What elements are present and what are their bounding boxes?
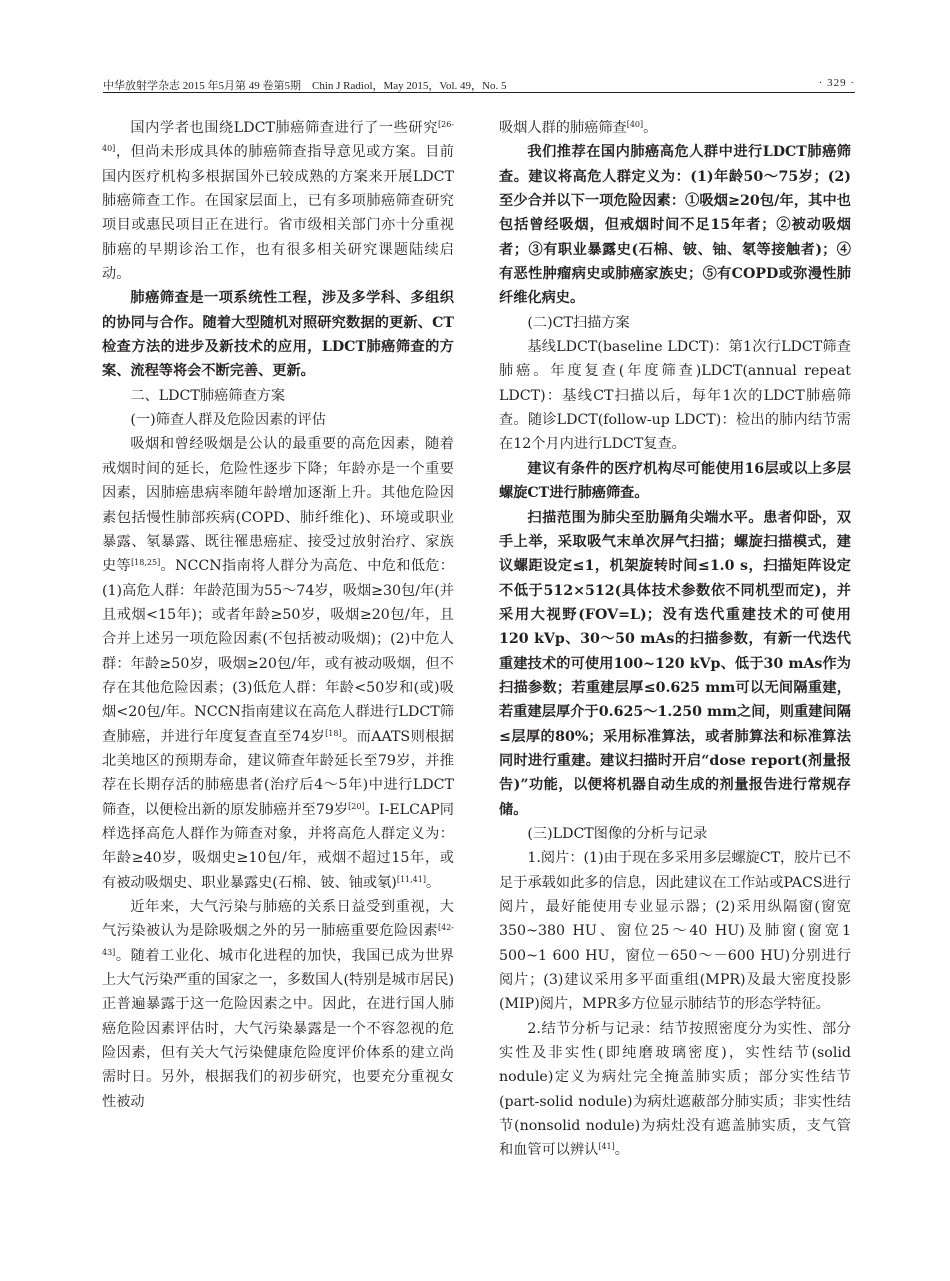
paragraph-reading: 1.阅片：(1)由于现在多采用多层螺旋CT，胶片已不足于承载如此多的信息，因此建议在工作站或PACS进行阅片，最好能使用专业显示器；(2)采用纵隔窗(窗宽350~380 HU、窗位25～40 HU)及肺窗(窗宽1 500~1 600 HU，窗位－650～－600 HU)分别进行阅片；(3)建议采用多平面重组(MPR)及最大密度投影(MIP)阅片，MPR多方位显示肺结节的形态学特征。 xyxy=(499,850,851,1013)
paragraph-risk-factors: 吸烟和曾经吸烟是公认的最重要的高危因素，随着戒烟时间的延长，危险性逐步下降；年龄亦是一个重要因素，因肺癌患病率随年龄增加逐渐上升。其他危险因素包括慢性肺部疾病(COPD、肺纤维化)、环境或职业暴露、氡暴露、既往罹患癌症、接受过放射治疗、家族史等[18,25]。NCCN指南将人群分为高危、中危和低危：(1)高危人群：年龄范围为55～74岁，吸烟≥30包/年(并且戒烟<15年)；或者年龄≥50岁，吸烟≥20包/年，且合并上述另一项危险因素(不包括被动吸烟)；(2)中危人群：年龄≥50岁，吸烟≥20包/年，或有被动吸烟，但不存在其他危险因素；(3)低危人群：年龄<50岁和(或)吸烟<20包/年。NCCN指南建议在高危人群进行LDCT筛查肺癌，并进行年度复查直至74岁[18]。而AATS则根据北美地区的预期寿命，建议筛查年龄延长至79岁，并推荐在长期存活的肺癌患者(治疗后4～5年)中进行LDCT筛查，以便检出新的原发肺癌并至79岁[20]。I-ELCAP同样选择高危人群作为筛查对象，并将高危人群定义为：年龄≥40岁，吸烟史≥10包/年，戒烟不超过15年，或有被动吸烟史、职业暴露史(石棉、铍、铀或氡)[11,41]。 xyxy=(102,436,454,891)
page-number: · 329 · xyxy=(818,77,855,89)
citation: [18,25] xyxy=(131,558,161,568)
paragraph-continuation: 吸烟人群的肺癌筛查[40]。 xyxy=(499,120,658,136)
paragraph-nodule-analysis: 2.结节分析与记录：结节按照密度分为实性、部分实性及非实性(即纯磨玻璃密度)，实性结节(solid nodule)定义为病灶完全掩盖肺实质；部分实性结节(part-solid nodule)为病灶遮蔽部分肺实质；非实性结节(nonsolid nodule)为病灶没有遮盖肺实质，支气管和血管可以辨认[41]。 xyxy=(499,1020,851,1159)
right-column xyxy=(499,116,851,1163)
citation: [41] xyxy=(598,1142,615,1152)
paragraph-ct-equipment: 建议有条件的医疗机构尽可能使用16层或以上多层螺旋CT进行肺癌筛查。 xyxy=(499,460,851,502)
subsection-heading-1: (一)筛查人群及危险因素的评估 xyxy=(130,412,326,429)
citation: [20] xyxy=(348,801,365,811)
citation: [18] xyxy=(325,728,342,738)
journal-citation: 中华放射学杂志 2015 年5月第 49 卷第5期 Chin J Radiol，May 2015，Vol. 49，No. 5 xyxy=(103,80,507,92)
paragraph-ldct-definitions: 基线LDCT(baseline LDCT)：第1次行LDCT筛查肺癌。年度复查(年度筛查)LDCT(annual repeat LDCT)：基线CT扫描以后，每年1次的LDCT肺癌筛查。随诊LDCT(follow-up LDCT)：检出的肺内结节需在12个月内进行LDCT复查。 xyxy=(499,339,851,453)
paragraph-domestic-research: 国内学者也围绕LDCT肺癌筛查进行了一些研究[26-40]，但尚未形成具体的肺癌筛查指导意见或方案。目前国内医疗机构多根据国外已较成熟的方案来开展LDCT肺癌筛查工作。在国家层面上，已有多项肺癌筛查研究项目或惠民项目正在进行。省市级相关部门亦十分重视肺癌的早期诊治工作，也有很多相关研究课题陆续启动。 xyxy=(102,120,454,283)
paragraph-air-pollution: 近年来，大气污染与肺癌的关系日益受到重视，大气污染被认为是除吸烟之外的另一肺癌重要危险因素[42-43]。随着工业化、城市化进程的加快，我国已成为世界上大气污染严重的国家之一，多数国人(特别是城市居民)正普遍暴露于这一危险因素之中。因此，在进行国人肺癌危险因素评估时，大气污染暴露是一个不容忽视的危险因素，但有关大气污染健康危险度评价体系的建立尚需时日。另外，根据我们的初步研究，也要充分重视女性被动 xyxy=(102,899,454,1110)
header-rule xyxy=(103,92,855,93)
citation: [40] xyxy=(626,120,644,129)
subsection-heading-2: (二)CT扫描方案 xyxy=(527,314,630,331)
running-header xyxy=(103,77,855,93)
paragraph-recommendation: 我们推荐在国内肺癌高危人群中进行LDCT肺癌筛查。建议将高危人群定义为：(1)年龄50～75岁；(2)至少合并以下一项危险因素：①吸烟≥20包/年，其中也包括曾经吸烟，但戒烟时间不足15年者；②被动吸烟者；③有职业暴露史(石棉、铍、铀、氡等接触者)；④有恶性肿瘤病史或肺癌家族史；⑤有COPD或弥漫性肺纤维化病史。 xyxy=(499,144,851,307)
subsection-heading-3: (三)LDCT图像的分析与记录 xyxy=(527,825,708,842)
left-column xyxy=(102,116,454,1114)
section-heading-2: 二、LDCT肺癌筛查方案 xyxy=(130,387,286,404)
citation: [26-40] xyxy=(102,120,454,154)
citation: [42-43] xyxy=(102,923,454,957)
paragraph-scan-parameters: 扫描范围为肺尖至肋膈角尖端水平。患者仰卧，双手上举，采取吸气末单次屏气扫描；螺旋扫描模式，建议螺距设定≤1，机架旋转时间≤1.0 s，扫描矩阵设定不低于512×512(具体技术参数依不同机型而定)，并采用大视野(FOV=L)；没有迭代重建技术的可使用120 kVp、30～50 mAs的扫描参数，有新一代迭代重建技术的可使用100~120 kVp、低于30 mAs作为扫描参数；若重建层厚≤0.625 mm可以无间隔重建，若重建层厚介于0.625～1.250 mm之间，则重建间隔≤层厚的80%；采用标准算法，或者肺算法和标准算法同时进行重建。建议扫描时开启“dose report(剂量报告)”功能，以便将机器自动生成的剂量报告进行常规存储。 xyxy=(499,509,851,818)
paragraph-systematic-project: 肺癌筛查是一项系统性工程，涉及多学科、多组织的协同与合作。随着大型随机对照研究数据的更新、CT检查方法的进步及新技术的应用，LDCT肺癌筛查的方案、流程等将会不断完善、更新。 xyxy=(102,290,454,380)
citation: [11,41] xyxy=(396,874,426,884)
